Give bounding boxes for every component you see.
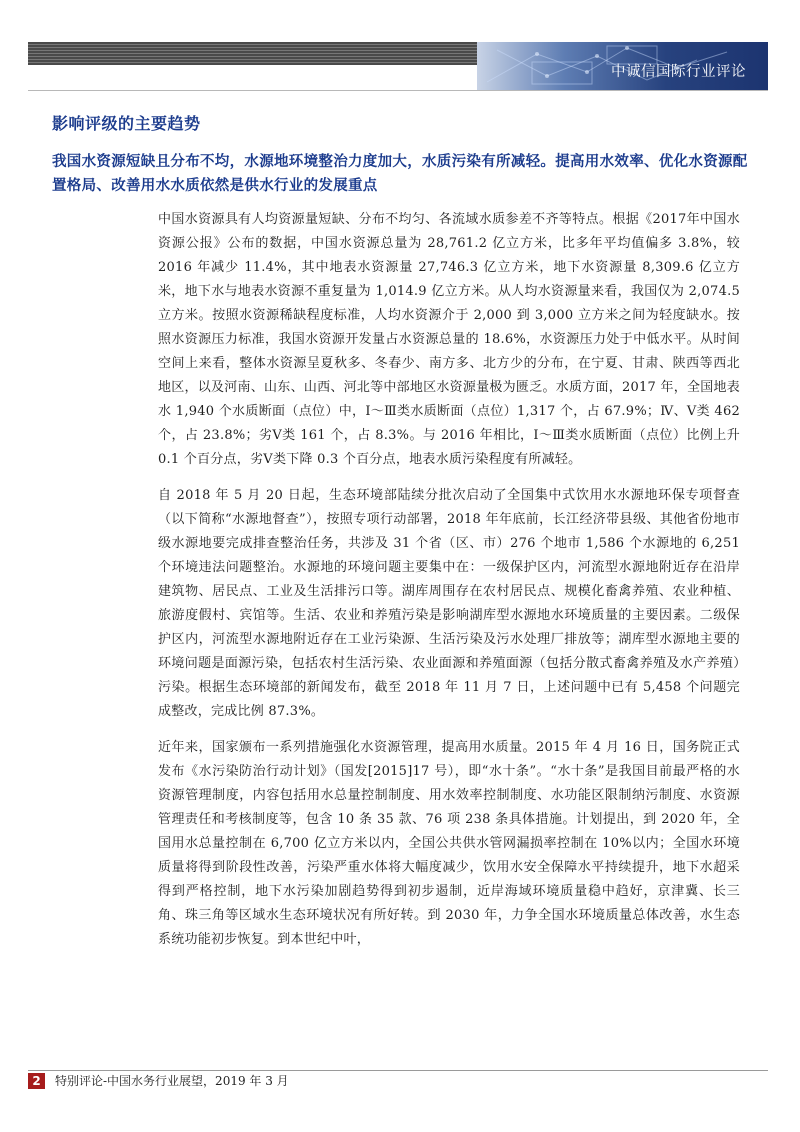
section-lead-summary: 我国水资源短缺且分布不均，水源地环境整治力度加大，水质污染有所减轻。提高用水效率、优化水资源配置格局、改善用水水质依然是供水行业的发展重点 xyxy=(52,154,748,194)
page-footer xyxy=(28,1070,768,1091)
body-text xyxy=(158,208,740,964)
header-divider xyxy=(28,90,768,91)
header-banner xyxy=(477,42,768,90)
header-title: 中诚信国际行业评论 xyxy=(611,64,746,80)
page-number-badge: 2 xyxy=(28,1073,45,1089)
paragraph-policy-measures: 近年来，国家颁布一系列措施强化水资源管理，提高用水质量。2015 年 4 月 16 日，国务院正式发布《水污染防治行动计划》（国发[2015]17 号），即“水十条”。“水十条”是我国目前最严格的水资源管理制度，内容包括用水总量控制制度、用水效率控制制度、水功能区限制纳污制度、水资源管理责任和考核制度等，包含 10 条 35 款、76 项 238 条具体措施。计划提出，到 2020 年，全国用水总量控制在 6,700 亿立方米以内，全国公共供水管网漏损率控制在 10%以内；全国水环境质量将得到阶段性改善，污染严重水体将大幅度减少，饮用水安全保障水平持续提升，地下水超采得到严格控制，地下水污染加剧趋势得到初步遏制，近岸海域环境质量稳中趋好，京津冀、长三角、珠三角等区域水生态环境状况有所好转。到 2030 年，力争全国水环境质量总体改善，水生态系统功能初步恢复。到本世纪中叶， xyxy=(158,740,740,947)
footer-text: 特别评论-中国水务行业展望，2019 年 3 月 xyxy=(55,1074,289,1088)
section-title: 影响评级的主要趋势 xyxy=(52,114,201,133)
paragraph-water-resources: 中国水资源具有人均资源量短缺、分布不均匀、各流域水质参差不齐等特点。根据《2017年中国水资源公报》公布的数据，中国水资源总量为 28,761.2 亿立方米，比多年平均值偏多 3.8%，较 2016 年减少 11.4%，其中地表水资源量 27,746.3 亿立方米，地下水资源量 8,309.6 亿立方米，地下水与地表水资源不重复量为 1,014.9 亿立方米。从人均水资源量来看，我国仅为 2,074.5 立方米。按照水资源稀缺程度标准，人均水资源介于 2,000 到 3,000 立方米之间为轻度缺水。按照水资源压力标准，我国水资源开发量占水资源总量的 18.6%，水资源压力处于中低水平。从时间空间上来看，整体水资源呈夏秋多、冬春少、南方多、北方少的分布，在宁夏、甘肃、陕西等西北地区，以及河南、山东、山西、河北等中部地区水资源量极为匮乏。水质方面，2017 年，全国地表水 1,940 个水质断面（点位）中，Ⅰ～Ⅲ类水质断面（点位）1,317 个，占 67.9%；Ⅳ、Ⅴ类 462 个，占 23.8%；劣Ⅴ类 161 个，占 8.3%。与 2016 年相比，Ⅰ～Ⅲ类水质断面（点位）比例上升 0.1 个百分点，劣Ⅴ类下降 0.3 个百分点，地表水质污染程度有所减轻。 xyxy=(158,212,740,467)
paragraph-source-inspection: 自 2018 年 5 月 20 日起，生态环境部陆续分批次启动了全国集中式饮用水水源地环保专项督查（以下简称“水源地督查”），按照专项行动部署，2018 年年底前，长江经济带县级、其他省份地市级水源地要完成排查整治任务，共涉及 31 个省（区、市）276 个地市 1,586 个水源地的 6,251 个环境违法问题整治。水源地的环境问题主要集中在：一级保护区内，河流型水源地附近存在沿岸建筑物、居民点、工业及生活排污口等。湖库周围存在农村居民点、规模化畜禽养殖、农业种植、旅游度假村、宾馆等。生活、农业和养殖污染是影响湖库型水源地水环境质量的主要因素。二级保护区内，河流型水源地附近存在工业污染源、生活污染及污水处理厂排放等；湖库型水源地主要的环境问题是面源污染，包括农村生活污染、农业面源和养殖面源（包括分散式畜禽养殖及水产养殖）污染。根据生态环境部的新闻发布，截至 2018 年 11 月 7 日，上述问题中已有 5,458 个问题完成整改，完成比例 87.3%。 xyxy=(158,488,740,719)
